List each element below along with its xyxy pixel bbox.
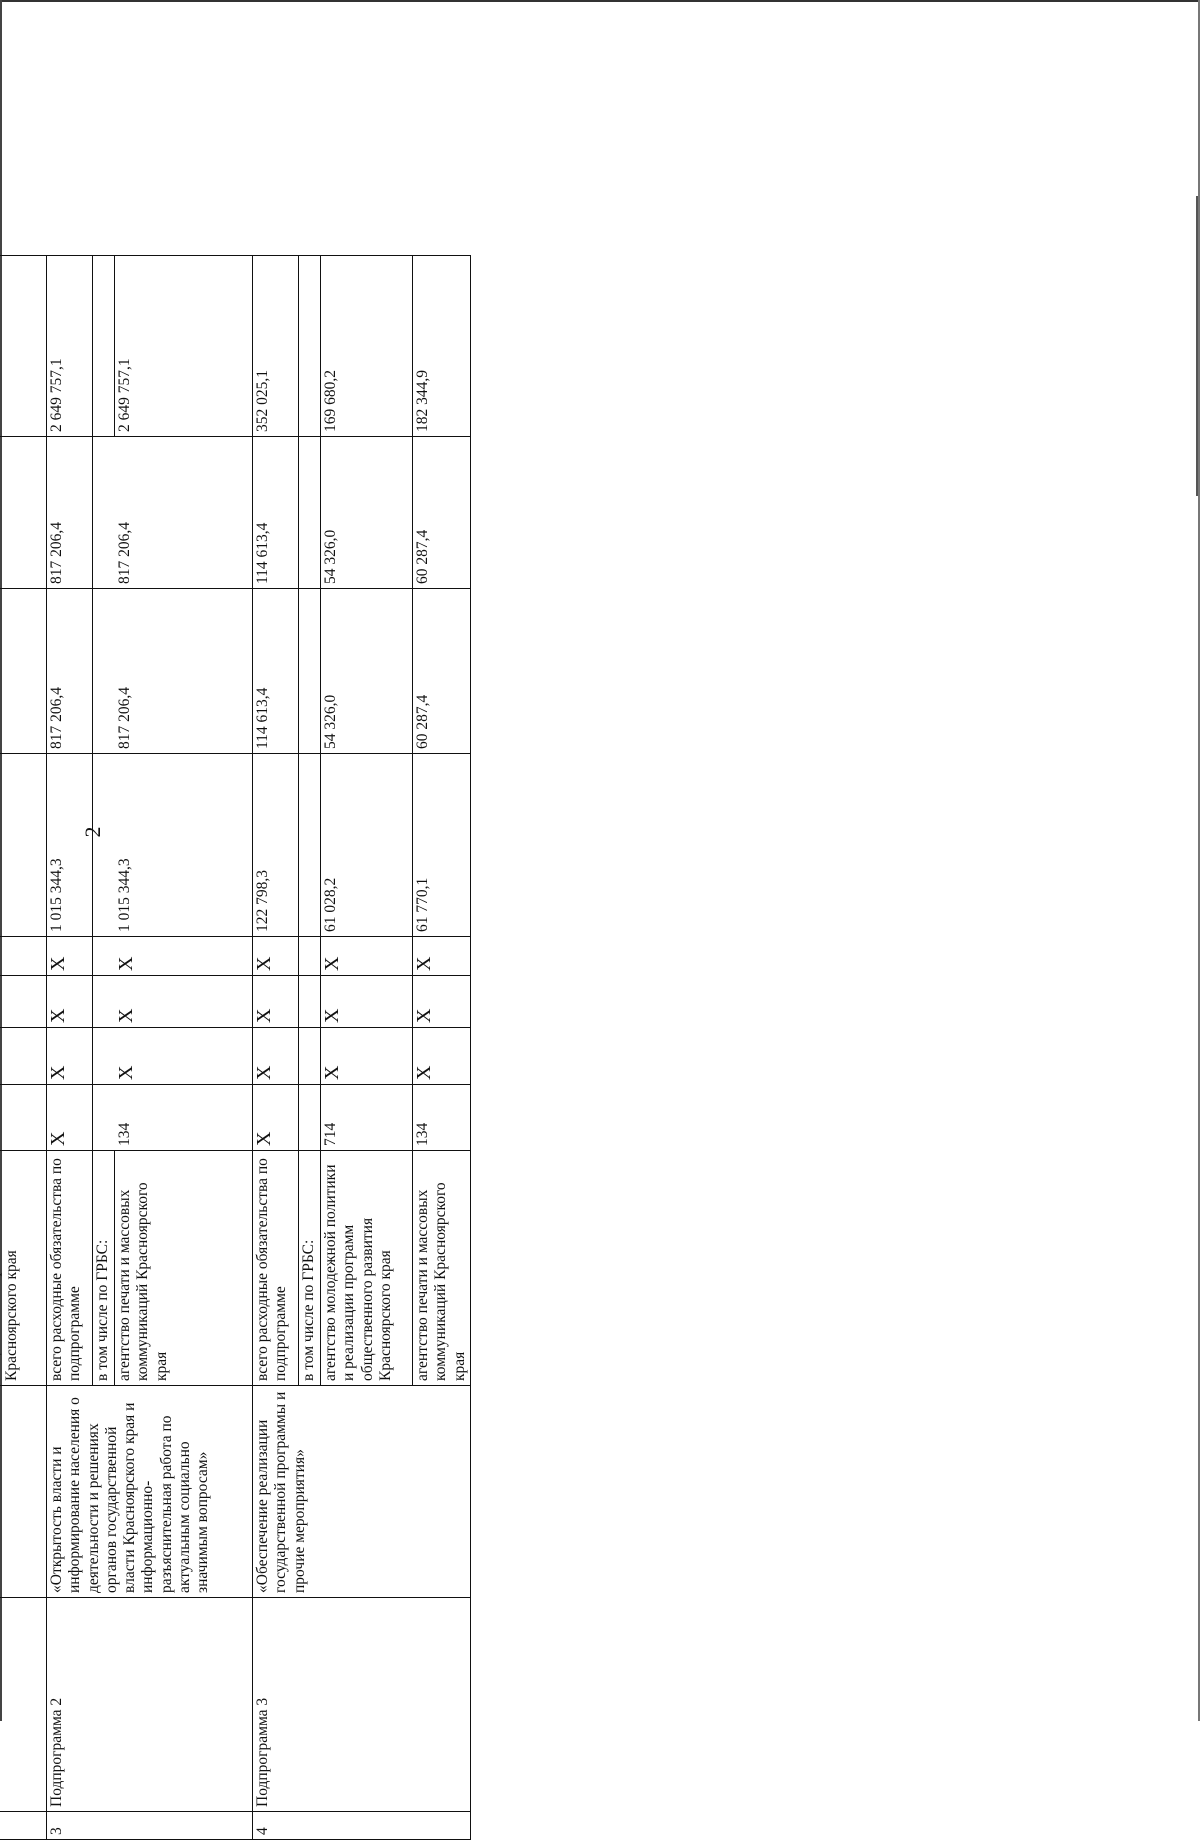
x-cell: X: [413, 1028, 471, 1085]
page-number: 2: [80, 826, 105, 838]
grbs-code-cell: [0, 1085, 47, 1151]
program-name-cell: [0, 1598, 47, 1812]
value-cell: 182 344,9: [413, 256, 471, 437]
x-cell: X: [47, 976, 93, 1028]
value-cell: 169 680,2: [321, 256, 413, 437]
value-cell: 122 798,3: [253, 754, 299, 937]
x-cell: X: [47, 1085, 93, 1151]
value-cell: 114 613,4: [253, 589, 299, 754]
rotated-table-container: [0, 256, 468, 1840]
x-cell: X: [253, 1085, 299, 1151]
total-label-cell: всего расходные обязательства по подпрограмме: [47, 1151, 93, 1386]
budget-table: [0, 255, 471, 1840]
value-cell: 817 206,4: [47, 589, 93, 754]
x-cell: X: [253, 937, 299, 976]
x-cell: X: [321, 1028, 413, 1085]
value-cell: 817 206,4: [115, 589, 253, 754]
value-cell: [0, 589, 47, 754]
program-title-cell: [0, 1386, 47, 1598]
scan-edge-top: [0, 0, 1200, 2]
x-cell: X: [115, 1028, 253, 1085]
x-cell: X: [253, 976, 299, 1028]
scan-artifact-line: [1196, 196, 1198, 496]
value-cell: 1 015 344,3: [115, 754, 253, 937]
x-cell: X: [321, 976, 413, 1028]
grbs-label-cell: в том числе по ГРБС:: [93, 1151, 115, 1386]
row-number-cell: [0, 1812, 47, 1840]
value-cell: 2 649 757,1: [47, 256, 93, 437]
x-cell: X: [47, 937, 93, 976]
grbs-code-cell: 134: [115, 1085, 253, 1151]
program-name-cell: Подпрограмма 2: [47, 1598, 253, 1812]
row-number-cell: 3: [47, 1812, 253, 1840]
value-cell: 817 206,4: [115, 437, 253, 589]
value-cell: 54 326,0: [321, 437, 413, 589]
x-cell: X: [413, 937, 471, 976]
grbs-code-cell: 134: [413, 1085, 471, 1151]
value-cell: [0, 754, 47, 937]
value-cell: 61 770,1: [413, 754, 471, 937]
grbs-name-cell: агентство печати и массовых коммуникаций Красноярского края: [413, 1151, 471, 1386]
value-cell: 114 613,4: [253, 437, 299, 589]
value-cell: 60 287,4: [413, 437, 471, 589]
value-cell: [0, 437, 47, 589]
x-cell: X: [47, 1028, 93, 1085]
x-cell: X: [115, 976, 253, 1028]
program-title-cell: «Открытость власти и информирование населения о деятельности и решениях органов государственной власти Красноярского края и информационно-разъяснительная работа по актуальным социально значимым вопросам»: [47, 1386, 253, 1598]
x-cell: [0, 1028, 47, 1085]
table-row: [253, 256, 299, 1840]
value-cell: 61 028,2: [321, 754, 413, 937]
x-cell: [0, 976, 47, 1028]
x-cell: [0, 937, 47, 976]
program-title-cell: «Обеспечение реализации государственной программы и прочие мероприятия»: [253, 1386, 471, 1598]
value-cell: 54 326,0: [321, 589, 413, 754]
x-cell: X: [115, 937, 253, 976]
program-name-cell: Подпрограмма 3: [253, 1598, 471, 1812]
x-cell: X: [413, 976, 471, 1028]
value-cell: 60 287,4: [413, 589, 471, 754]
grbs-name-cell: агентство молодежной политики и реализации программ общественного развития Красноярского края: [321, 1151, 413, 1386]
value-cell: 2 649 757,1: [115, 256, 253, 437]
grbs-name-cell: агентство печати и массовых коммуникаций Красноярского края: [115, 1151, 253, 1386]
table-row: [47, 256, 93, 1840]
total-label-cell: всего расходные обязательства по подпрограмме: [253, 1151, 299, 1386]
value-cell: 817 206,4: [47, 437, 93, 589]
grbs-name-cell: Красноярского края: [0, 1151, 47, 1386]
x-cell: X: [253, 1028, 299, 1085]
value-cell: 352 025,1: [253, 256, 299, 437]
value-cell: 1 015 344,3: [47, 754, 93, 937]
grbs-label-cell: в том числе по ГРБС:: [299, 1151, 321, 1386]
row-number-cell: 4: [253, 1812, 471, 1840]
grbs-code-cell: 714: [321, 1085, 413, 1151]
value-cell: [0, 256, 47, 437]
x-cell: X: [321, 937, 413, 976]
